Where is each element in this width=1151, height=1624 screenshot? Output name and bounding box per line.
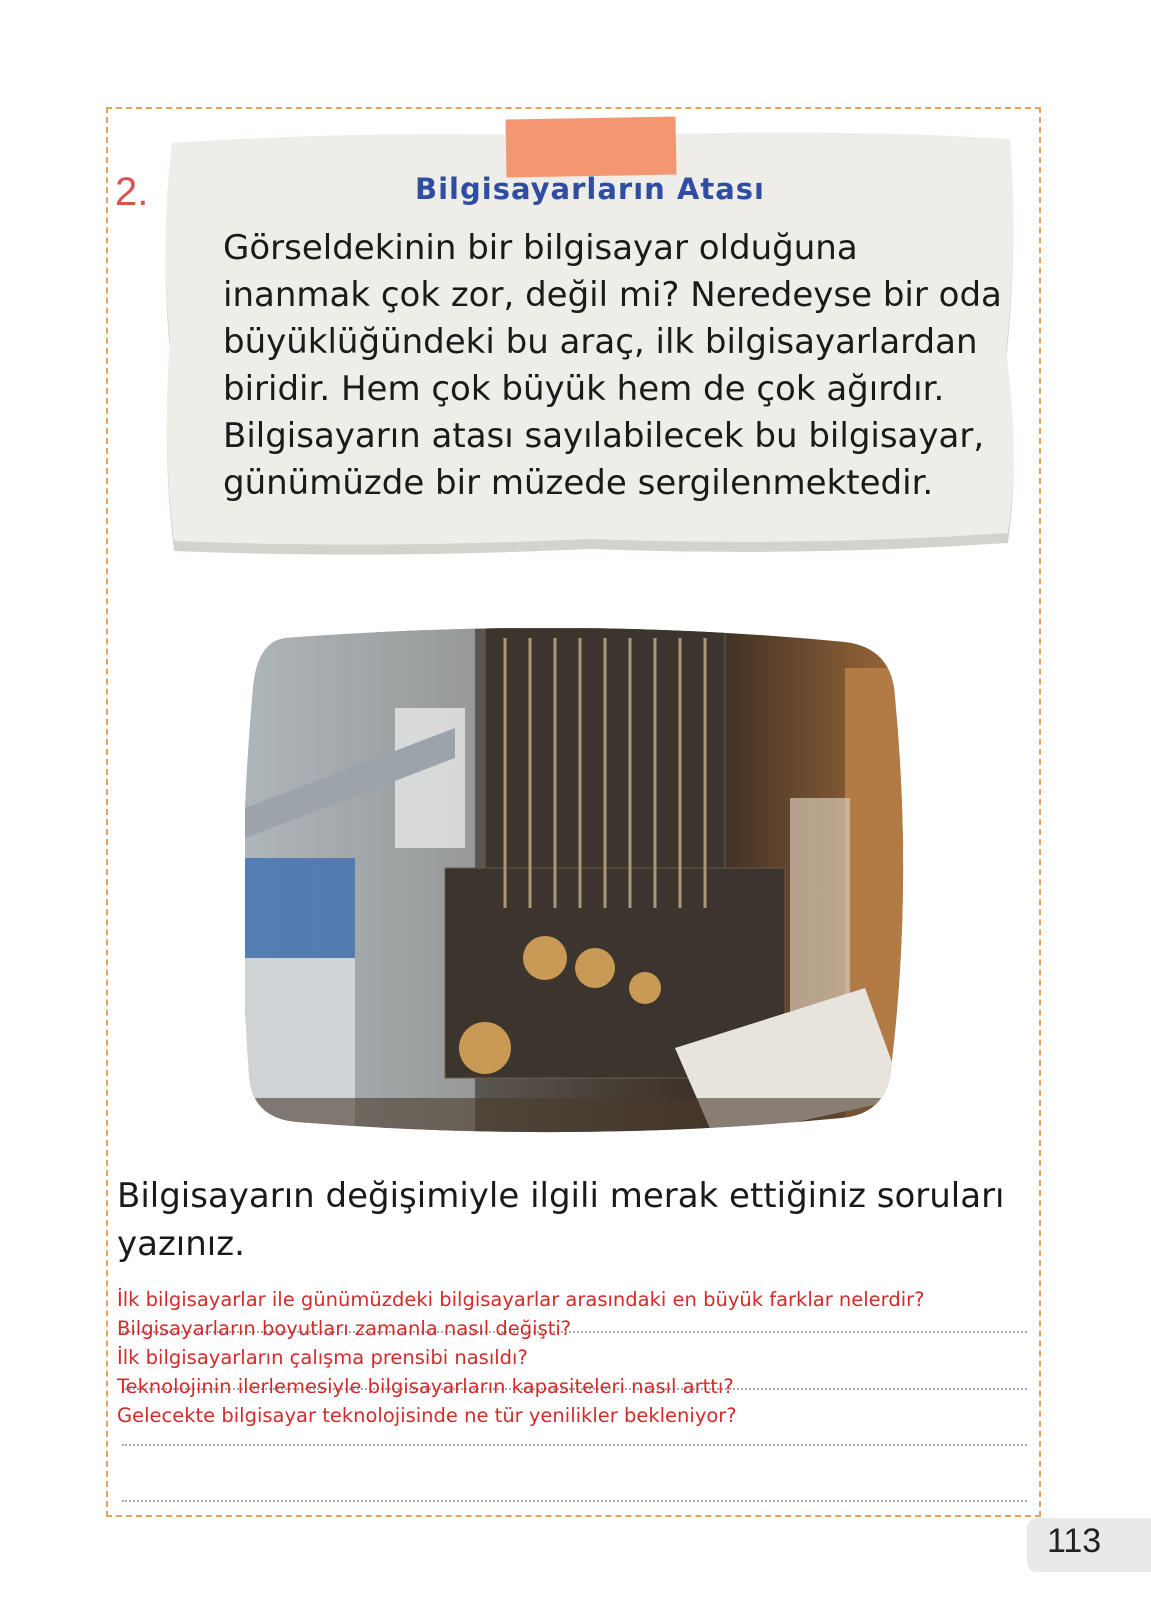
answer-item[interactable]: Teknolojinin ilerlemesiyle bilgisayarların kapasiteleri nasıl arttı? <box>117 1375 734 1398</box>
answer-item[interactable]: Gelecekte bilgisayar teknolojisinde ne tür yenilikler bekleniyor? <box>117 1404 737 1427</box>
answer-line <box>122 1444 1027 1446</box>
question-prompt: Bilgisayarın değişimiyle ilgili merak ettiğiniz soruları yazınız. <box>117 1176 1005 1264</box>
answer-line <box>122 1500 1027 1502</box>
answer-item[interactable]: İlk bilgisayarların çalışma prensibi nasıldı? <box>117 1346 528 1369</box>
tape-strip <box>506 117 677 178</box>
answer-list <box>117 1285 1037 1430</box>
page-number: 113 <box>1047 1522 1102 1560</box>
answer-item[interactable]: Bilgisayarların boyutları zamanla nasıl değişti? <box>117 1317 572 1340</box>
activity-title: Bilgisayarların Atası <box>415 172 765 206</box>
answer-item[interactable]: İlk bilgisayarlar ile günümüzdeki bilgisayarlar arasındaki en büyük farklar nelerdir? <box>117 1288 925 1311</box>
activity-number: 2. <box>115 170 149 214</box>
activity-body: Görseldekinin bir bilgisayar olduğuna inanmak çok zor, değil mi? Neredeyse bir oda büyüklüğündeki bu araç, ilk bilgisayarlardan biridir. Hem çok büyük hem de çok ağırdır. Bilgisayarın atası sayılabilecek bu bilgisayar, günümüzde bir müzede sergilenmektedir. <box>223 228 1002 503</box>
difference-engine-photo <box>245 628 910 1140</box>
